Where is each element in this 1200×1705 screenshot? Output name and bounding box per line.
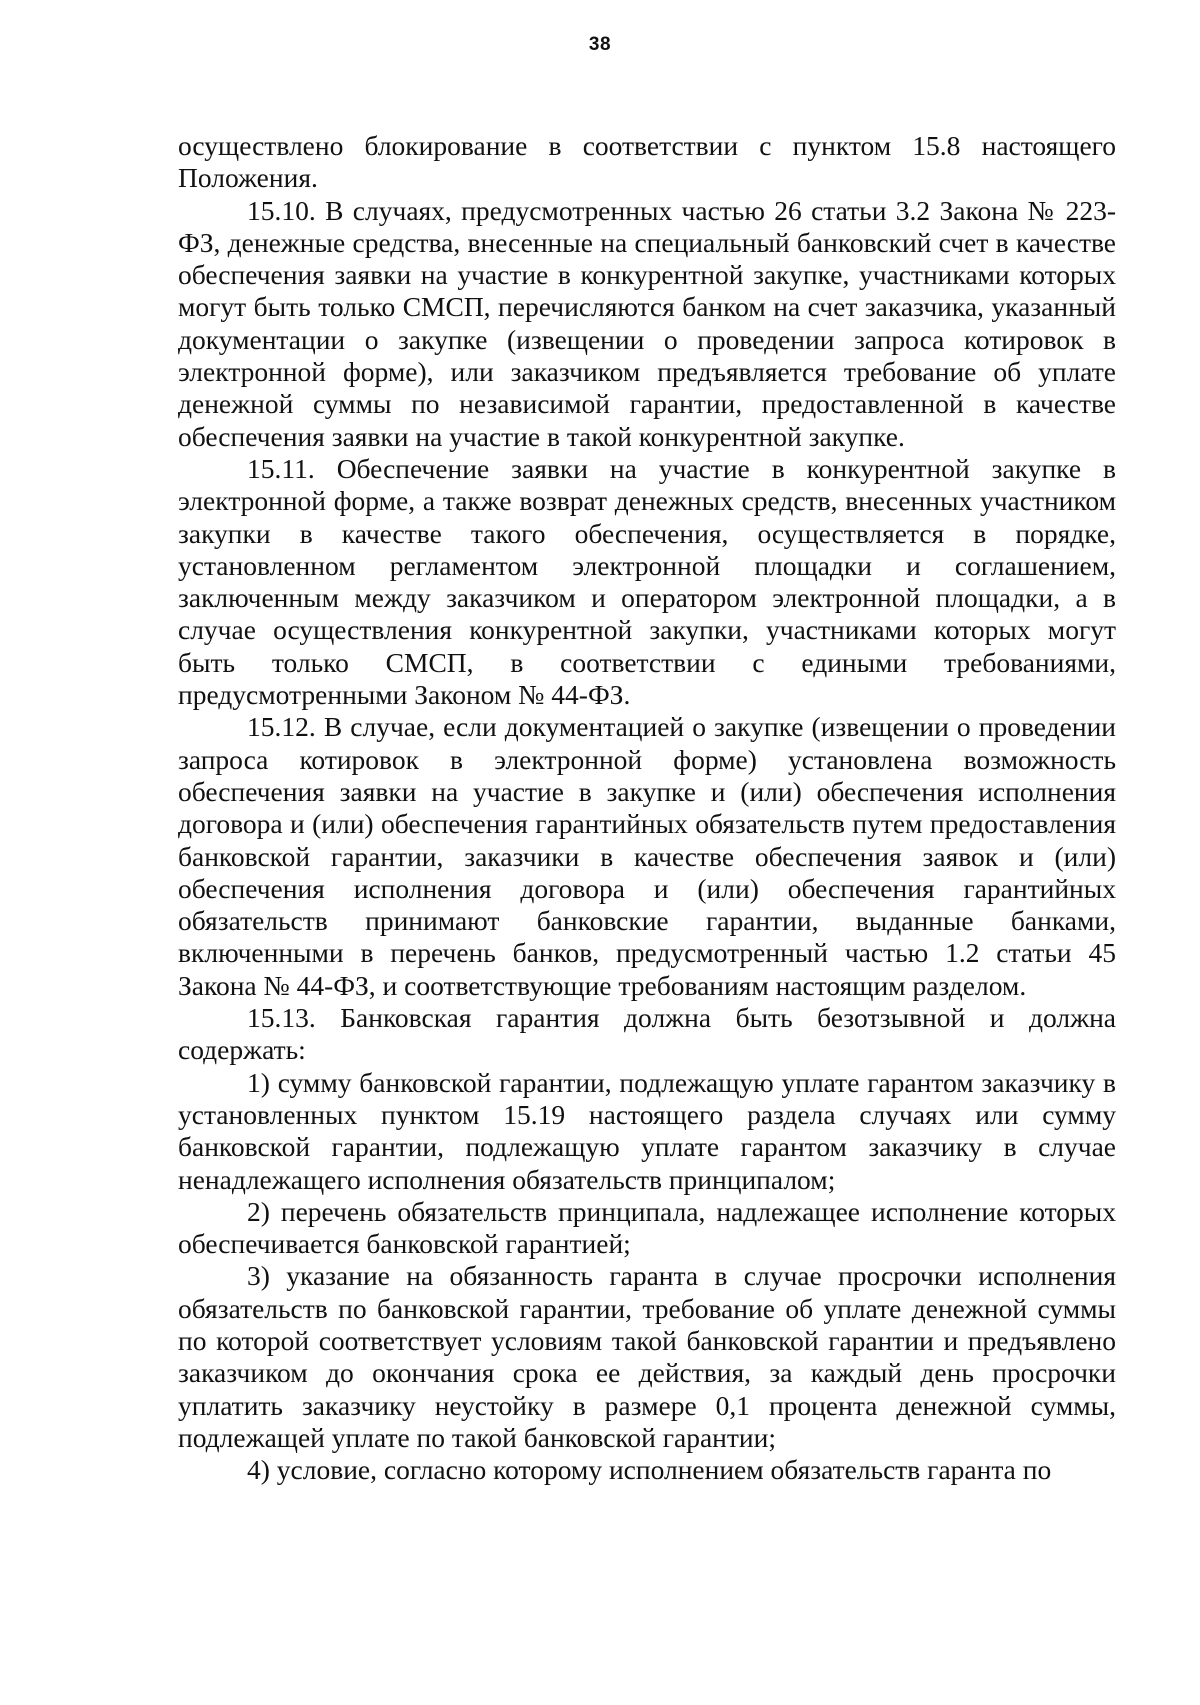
document-body xyxy=(178,130,1116,1486)
paragraph-15-10: 15.10. В случаях, предусмотренных частью 26 статьи 3.2 Закона № 223-ФЗ, денежные средства, внесенные на специальный банковский счет в качестве обеспечения заявки на участие в конкурентной закупке, участниками которых могут быть только СМСП, перечисляются банком на счет заказчика, указанный документации о закупке (извещении о проведении запроса котировок в электронной форме), или заказчиком предъявляется требование об уплате денежной суммы по независимой гарантии, предоставленной в качестве обеспечения заявки на участие в такой конкурентной закупке. xyxy=(178,194,1116,452)
paragraph-15-13: 15.13. Банковская гарантия должна быть безотзывной и должна содержать: xyxy=(178,1002,1116,1066)
list-item-1: 1) сумму банковской гарантии, подлежащую уплате гарантом заказчику в установленных пунктом 15.19 настоящего раздела случаях или сумму банковской гарантии, подлежащую уплате гарантом заказчику в случае ненадлежащего исполнения обязательств принципалом; xyxy=(178,1066,1116,1195)
list-item-3: 3) указание на обязанность гаранта в случае просрочки исполнения обязательств по банковской гарантии, требование об уплате денежной суммы по которой соответствует условиям такой банковской гарантии и предъявлено заказчиком до окончания срока ее действия, за каждый день просрочки уплатить заказчику неустойку в размере 0,1 процента денежной суммы, подлежащей уплате по такой банковской гарантии; xyxy=(178,1260,1116,1453)
list-item-4: 4) условие, согласно которому исполнением обязательств гаранта по xyxy=(247,1454,1052,1486)
list-item-2: 2) перечень обязательств принципала, надлежащее исполнение которых обеспечивается банковской гарантией; xyxy=(178,1195,1116,1260)
paragraph-15-11: 15.11. Обеспечение заявки на участие в конкурентной закупке в электронной форме, а также возврат денежных средств, внесенных участником закупки в качестве такого обеспечения, осуществляется в порядке, установленном регламентом электронной площадки и соглашением, заключенным между заказчиком и оператором электронной площадки, а в случае осуществления конкурентной закупки, участниками которых могут быть только СМСП, в соответствии с едиными требованиями, предусмотренными Законом № 44-ФЗ. xyxy=(178,452,1116,711)
paragraph-15-12: 15.12. В случае, если документацией о закупке (извещении о проведении запроса котировок в электронной форме) установлена возможность обеспечения заявки на участие в закупке и (или) обеспечения исполнения договора и (или) обеспечения гарантийных обязательств путем предоставления банковской гарантии, заказчики в качестве обеспечения заявок и (или) обеспечения исполнения договора и (или) обеспечения гарантийных обязательств принимают банковские гарантии, выданные банками, включенными в перечень банков, предусмотренный частью 1.2 статьи 45 Закона № 44-ФЗ, и соответствующие требованиям настоящим разделом. xyxy=(178,711,1116,1001)
paragraph-continuation: осуществлено блокирование в соответствии с пунктом 15.8 настоящего Положения. xyxy=(178,130,1116,194)
page-number: 38 xyxy=(588,34,612,55)
